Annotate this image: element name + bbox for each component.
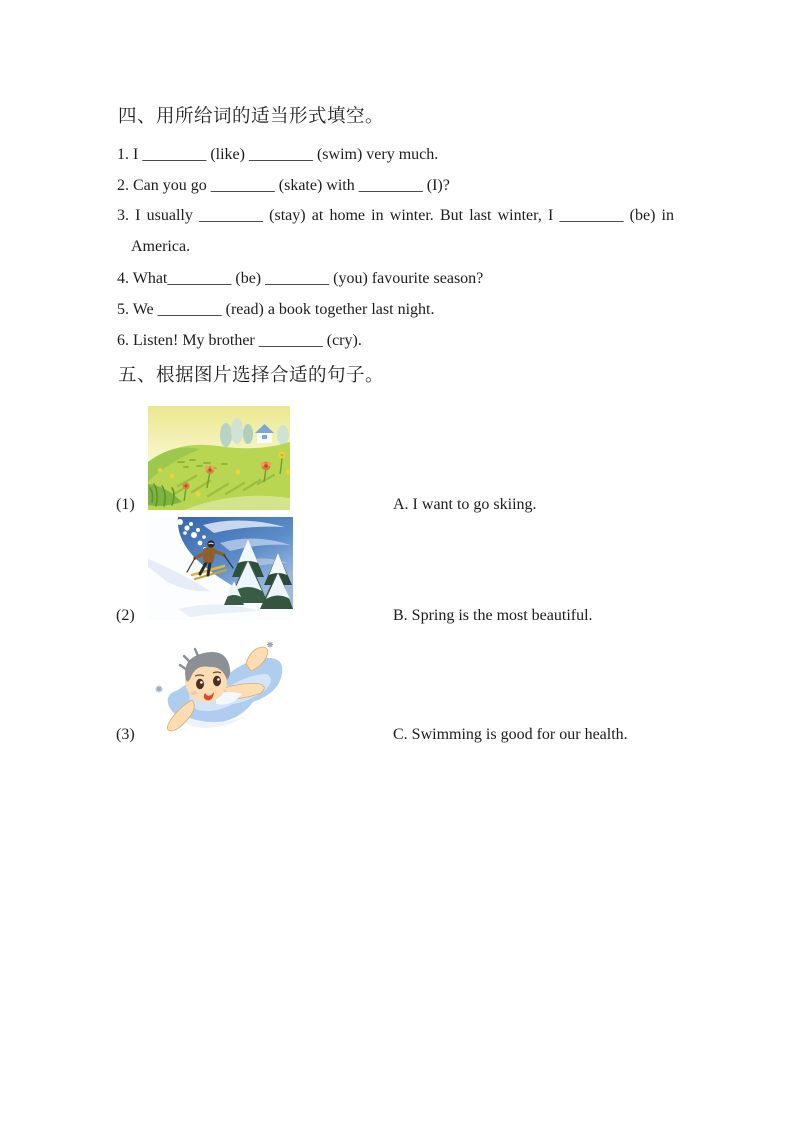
section-five-heading: 五、根据图片选择合适的句子。 xyxy=(118,366,385,386)
question-1: 1. I ________ (like) ________ (swim) very much. xyxy=(117,146,439,163)
question-3-line-1: 3. I usually ________ (stay) at home in winter. But last winter, I ________ (be) in xyxy=(117,207,674,224)
section-four-heading: 四、用所给词的适当形式填空。 xyxy=(118,107,385,127)
swimming-image xyxy=(150,636,290,742)
question-4: 4. What________ (be) ________ (you) favourite season? xyxy=(117,270,484,287)
option-a: A. I want to go skiing. xyxy=(393,496,537,513)
question-6: 6. Listen! My brother ________ (cry). xyxy=(117,332,362,349)
item-2-number: (2) xyxy=(116,607,135,624)
question-5: 5. We ________ (read) a book together last night. xyxy=(117,301,435,318)
item-3-number: (3) xyxy=(116,726,135,743)
swimming-boy-cartoon xyxy=(150,636,290,742)
skiing-image xyxy=(148,517,293,620)
option-b: B. Spring is the most beautiful. xyxy=(393,607,593,624)
spring-meadow-illustration xyxy=(148,406,290,510)
item-1-number: (1) xyxy=(116,496,135,513)
downhill-skiing-photo xyxy=(148,517,293,620)
question-2: 2. Can you go ________ (skate) with ________ (I)? xyxy=(117,177,450,194)
spring-meadow-image xyxy=(148,406,290,510)
option-c: C. Swimming is good for our health. xyxy=(393,726,628,743)
question-3-line-2: America. xyxy=(131,238,191,255)
blush xyxy=(191,691,197,695)
